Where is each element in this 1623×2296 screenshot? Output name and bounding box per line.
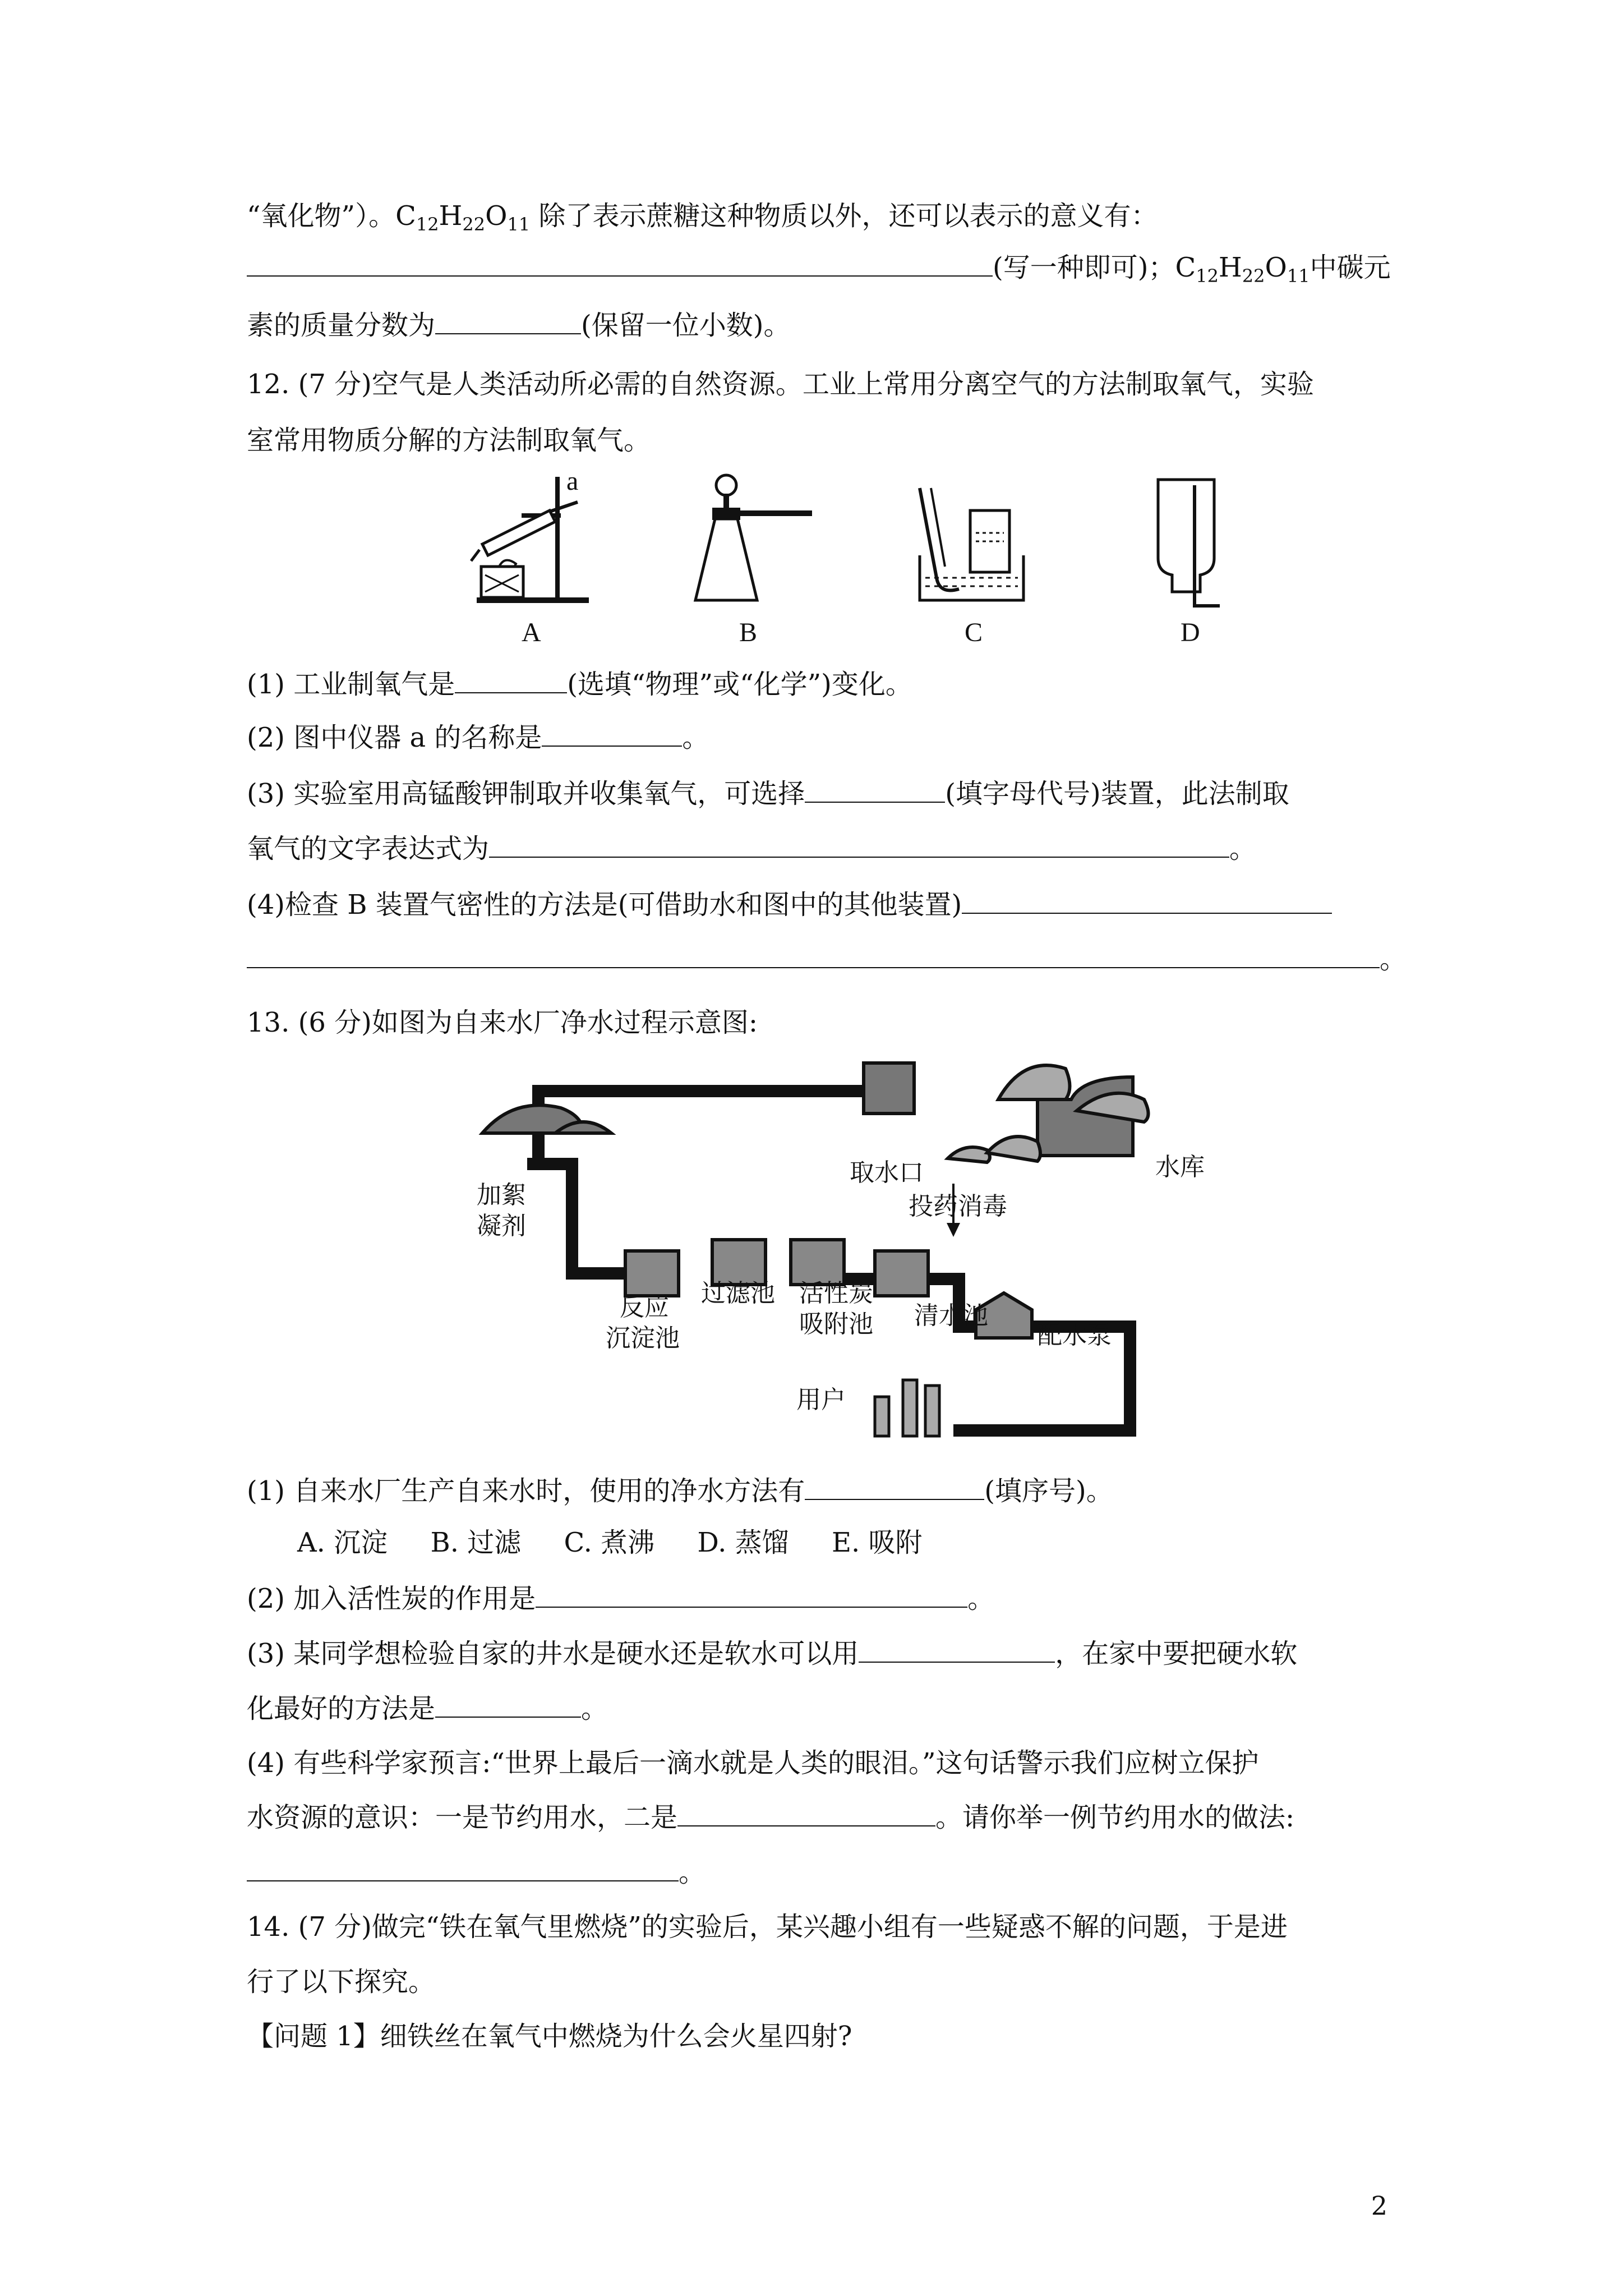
q13-part-3b: 化最好的方法是 。 [247,1693,608,1724]
apparatus-c-figure [914,482,1026,606]
label-settle-1: 反应 [620,1293,669,1322]
q12-intro-2: 室常用物质分解的方法制取氧气。 [247,425,651,456]
label-carbon-2: 吸附池 [799,1310,873,1338]
apparatus-label-a: A [522,618,541,647]
q14-intro-2: 行了以下探究。 [247,1966,436,1998]
label-user: 用户 [796,1386,846,1414]
label-intake: 取水口 [850,1158,924,1187]
label-coagulant-2: 凝剂 [477,1212,526,1240]
instrument-a-label: a [566,466,579,496]
answer-blank[interactable] [435,1692,581,1718]
label-settle-2: 沉淀池 [606,1324,680,1352]
answer-blank[interactable] [805,1474,984,1500]
label-carbon-1: 活性炭 [799,1279,873,1308]
answer-blank[interactable] [455,668,567,693]
q11-line-1: “氧化物”）。$C_{12}H_{22}O_{11}$ 除了表示蔗糖这种物质以外，还可以表示的意义有： [247,200,1158,235]
label-reservoir: 水库 [1155,1153,1205,1181]
q13-part-4b: 水资源的意识：一是节约用水，二是 。请你举一例节约用水的做法: [247,1802,1295,1833]
apparatus-d-figure [1150,474,1228,609]
q12-part-2: (2) 图中仪器 a 的名称是 。 [247,722,709,753]
apparatus-label-c: C [965,618,983,647]
answer-blank[interactable] [962,888,1332,914]
q14-problem-1: 【问题 1】细铁丝在氧气中燃烧为什么会火星四射? [247,2021,852,2052]
label-coagulant-1: 加絮 [477,1181,526,1209]
q14-intro-1: 14. (7 分)做完“铁在氧气里燃烧”的实验后，某兴趣小组有一些疑惑不解的问题，于是进 [247,1911,1288,1943]
apparatus-b-figure [690,471,813,606]
answer-blank[interactable] [542,721,682,747]
q12-part-4a: (4)检查 B 装置气密性的方法是(可借助水和图中的其他装置) [247,888,1391,922]
q11-line-3: 素的质量分数为 (保留一位小数)。 [247,310,791,341]
page-number: 2 [1371,2191,1387,2221]
answer-blank[interactable] [247,1856,679,1881]
q12-part-4b: 。 [247,942,1391,976]
q12-intro-1: 12. (7 分)空气是人类活动所必需的自然资源。工业上常用分离空气的方法制取氧气，实验 [247,369,1314,400]
answer-blank[interactable] [435,309,581,334]
q13-part-3a: (3) 某同学想检验自家的井水是硬水还是软水可以用 ，在家中要把硬水软 [247,1638,1298,1669]
q12-part-1: (1) 工业制氧气是 (选填“物理”或“化学”)变化。 [247,669,912,700]
q13-options: A. 沉淀 B. 过滤 C. 煮沸 D. 蒸馏 E. 吸附 [297,1527,923,1558]
answer-blank[interactable] [247,251,993,277]
formula: $C_{12}H_{22}O_{11}$ [1175,252,1310,287]
apparatus-label-b: B [739,618,758,647]
answer-blank[interactable] [536,1582,967,1608]
answer-blank[interactable] [489,832,1229,858]
q12-part-3b: 氧气的文字表达式为 。 [247,833,1257,864]
label-pump: 配水泵 [1038,1321,1112,1350]
answer-blank[interactable] [859,1637,1055,1663]
formula: $C_{12}H_{22}O_{11}$ [395,200,531,235]
q13-intro: 13. (6 分)如图为自来水厂净水过程示意图: [247,1007,758,1038]
q12-part-3a: (3) 实验室用高锰酸钾制取并收集氧气，可选择 (填字母代号)装置，此法制取 [247,778,1289,809]
answer-blank[interactable] [247,942,1380,968]
q13-part-2: (2) 加入活性炭的作用是 。 [247,1583,995,1614]
q13-part-4c: 。 [247,1856,1391,1889]
answer-blank[interactable] [805,777,945,803]
q11-line-2: (写一种即可)；$C_{12}H_{22}O_{11}$中碳元 [247,251,1391,293]
apparatus-label-d: D [1181,618,1200,647]
answer-blank[interactable] [677,1801,935,1826]
label-clear-water: 清水池 [914,1301,988,1330]
label-dosing: 投药消毒 [909,1192,1007,1221]
q13-part-1: (1) 自来水厂生产自来水时，使用的净水方法有 (填序号)。 [247,1475,1113,1507]
q13-part-4a: (4) 有些科学家预言:“世界上最后一滴水就是人类的眼泪。”这句话警示我们应树立保护 [247,1747,1259,1779]
label-filter: 过滤池 [701,1279,775,1308]
